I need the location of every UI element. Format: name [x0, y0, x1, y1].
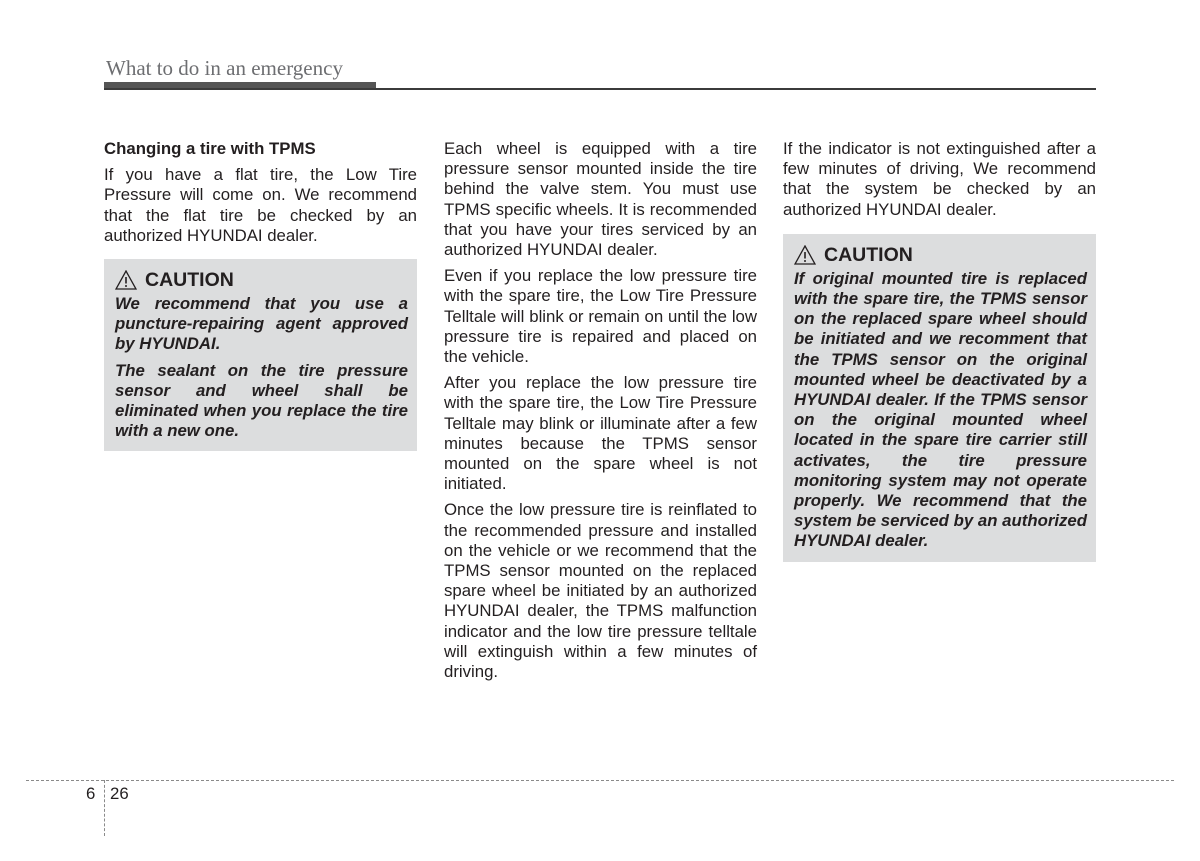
caution-label: CAUTION: [824, 243, 913, 266]
paragraph: Each wheel is equipped with a tire pressure sensor mounted inside the tire behind the valve stem. You must use TPMS specific wheels. It is recommended that you have your tires serviced by an authorized HYUNDAI dealer.: [444, 139, 757, 260]
paragraph: If the indicator is not extinguished after a few minutes of driving, We recommend that the system be checked by an authorized HYUNDAI dealer.: [783, 139, 1096, 219]
caution-box: [104, 259, 417, 451]
column-2: [444, 139, 757, 688]
footer-divider: [104, 780, 105, 836]
page-header-title: What to do in an emergency: [106, 56, 343, 80]
caution-header: [115, 268, 408, 292]
caution-header: [794, 243, 1087, 267]
header-rule: [104, 88, 1096, 90]
paragraph: Once the low pressure tire is reinflated to the recommended pressure and installed on the vehicle or we recommend that the TPMS sensor mounted on the replaced spare wheel be initiated by an authorized HYUNDAI dealer, the TPMS malfunction indicator and the low tire pressure telltale will extinguish within a few minutes of driving.: [444, 500, 757, 682]
chapter-number: 6: [86, 784, 96, 803]
caution-text: If original mounted tire is replaced with the spare tire, the TPMS sensor on the replaced spare wheel should be initiated and we recomment that the TPMS sensor on the original mounted wheel be deactivated by a HYUNDAI dealer. If the TPMS sensor on the original mounted wheel located in the spare tire carrier still activates, the tire pressure monitoring system may not operate properly. We recommend that the system be serviced by an authorized HYUNDAI dealer.: [794, 268, 1087, 551]
section-heading: Changing a tire with TPMS: [104, 139, 316, 158]
paragraph: Even if you replace the low pressure tire with the spare tire, the Low Tire Pressure Telltale will blink or remain on until the low pressure tire is repaired and placed on the vehicle.: [444, 266, 757, 367]
column-1: [104, 139, 417, 451]
column-3: [783, 139, 1096, 562]
warning-triangle-icon: [115, 270, 137, 290]
paragraph: After you replace the low pressure tire with the spare tire, the Low Tire Pressure Telltale may blink or illuminate after a few minutes because the TPMS sensor mounted on the spare wheel is not initiated.: [444, 373, 757, 494]
paragraph: If you have a flat tire, the Low Tire Pressure will come on. We recommend that the flat tire be checked by an authorized HYUNDAI dealer.: [104, 165, 417, 245]
footer-rule: [26, 780, 1174, 781]
caution-text: We recommend that you use a puncture-repairing agent approved by HYUNDAI.: [115, 294, 408, 354]
caution-box: [783, 234, 1096, 562]
caution-text: The sealant on the tire pressure sensor and wheel shall be eliminated when you replace the tire with a new one.: [115, 360, 408, 441]
caution-label: CAUTION: [145, 269, 234, 292]
page-number: 26: [110, 784, 129, 803]
warning-triangle-icon: [794, 245, 816, 265]
